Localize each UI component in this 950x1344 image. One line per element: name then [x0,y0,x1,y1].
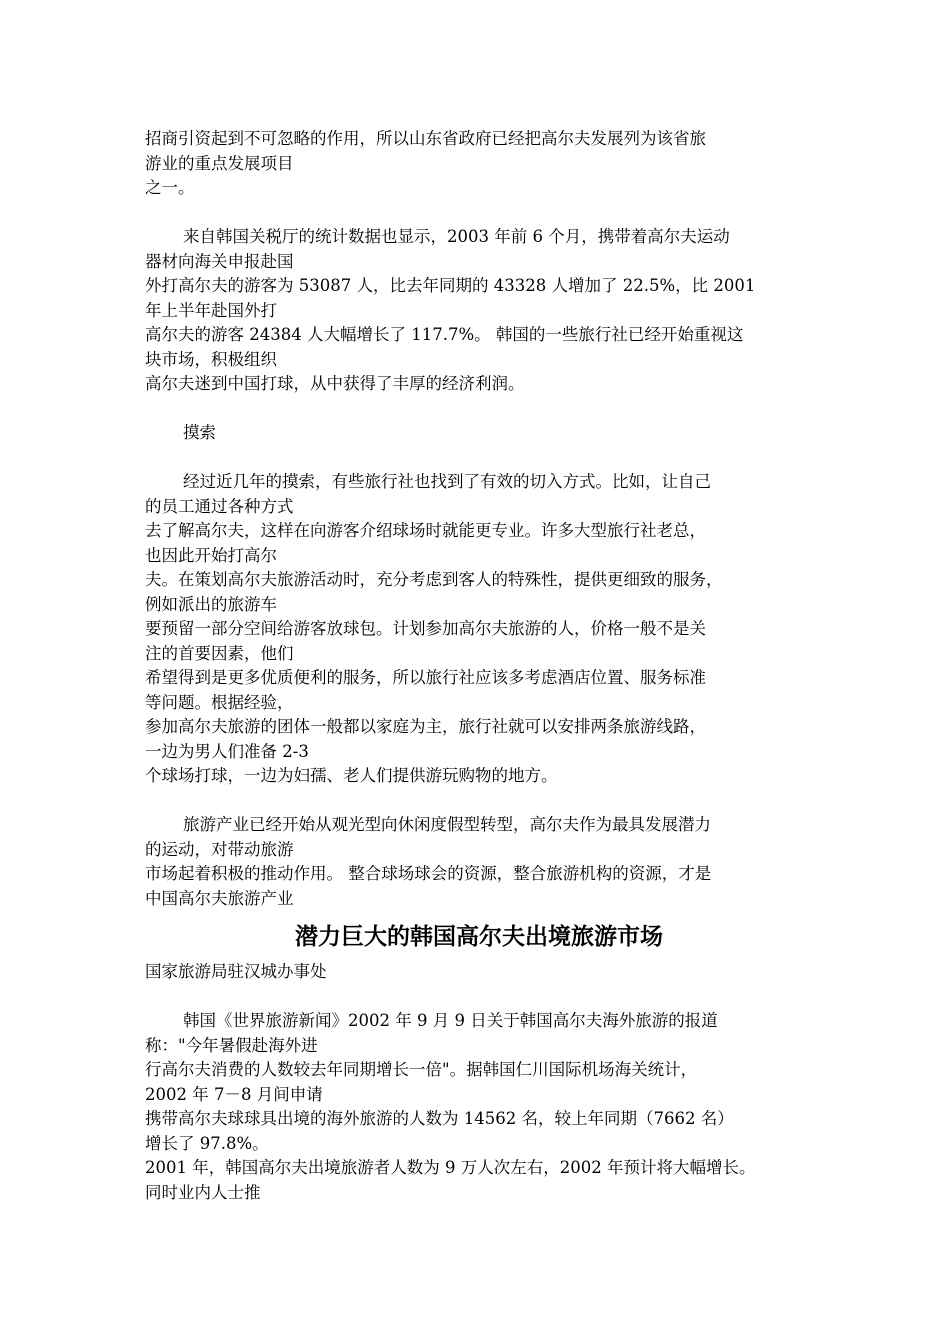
text-line: 例如派出的旅游车 [145,594,277,614]
text-line: 称："今年暑假赴海外进 [145,1035,318,1055]
text-line: 增长了 97.8%。 [145,1133,269,1153]
text-line: 外打高尔夫的游客为 53087 人，比去年同期的 43328 人增加了 22.5%，比 2001 [145,276,756,295]
text-line: 携带高尔夫球球具出境的海外旅游的人数为 14562 名，较上年同期（7662 名） [145,1109,734,1128]
text-line: 年上半年赴国外打 [145,300,277,320]
text-line: 等问题。根据经验， [145,692,294,712]
text-line: 旅游产业已经开始从观光型向休闲度假型转型，高尔夫作为最具发展潜力 [183,815,711,834]
paragraph-gap [145,446,813,471]
text-line: 要预留一部分空间给游客放球包。计划参加高尔夫旅游的人，价格一般不是关 [145,619,706,638]
text-line: 韩国《世界旅游新闻》2002 年 9 月 9 日关于韩国高尔夫海外旅游的报道 [183,1011,718,1030]
text-line: 的运动，对带动旅游 [145,839,294,859]
text-line: 招商引资起到不可忽略的作用，所以山东省政府已经把高尔夫发展列为该省旅 [145,129,706,148]
text-line: 注的首要因素，他们 [145,643,294,663]
paragraph-industry-transition [145,813,813,911]
text-line: 2002 年 7－8 月间申请 [145,1084,323,1104]
text-line: 希望得到是更多优质便利的服务，所以旅行社应该多考虑酒店位置、服务标准 [145,668,706,687]
text-line: 同时业内人士推 [145,1182,261,1202]
text-line: 夫。在策划高尔夫旅游活动时，充分考虑到客人的特殊性，提供更细致的服务， [145,570,723,589]
text-line: 一边为男人们准备 2-3 [145,741,309,761]
article-source: 国家旅游局驻汉城办事处 [145,962,327,981]
text-line: 之一。 [145,178,195,197]
text-line: 中国高尔夫旅游产业 [145,888,294,908]
text-line: 经过近几年的摸索，有些旅行社也找到了有效的切入方式。比如，让自己 [183,472,711,491]
text-line: 高尔夫的游客 24384 人大幅增长了 117.7%。 韩国的一些旅行社已经开始重视这 [145,325,744,344]
paragraph-gap [145,985,813,1010]
paragraph-gap [145,201,813,226]
text-line: 的员工通过各种方式 [145,496,294,516]
text-line: 来自韩国关税厅的统计数据也显示，2003 年前 6 个月，携带着高尔夫运动 [183,227,730,246]
text-line: 去了解高尔夫，这样在向游客介绍球场时就能更专业。许多大型旅行社老总， [145,521,706,540]
paragraph-world-travel-news [145,1009,813,1205]
text-line: 参加高尔夫旅游的团体一般都以家庭为主，旅行社就可以安排两条旅游线路， [145,717,706,736]
text-line: 行高尔夫消费的人数较去年同期增长一倍"。据韩国仁川国际机场海关统计， [145,1060,698,1079]
paragraph-gap [145,789,813,814]
document-page [145,127,813,1205]
paragraph-intro [145,127,813,201]
text-line: 器材向海关申报赴国 [145,251,294,271]
text-line: 2001 年，韩国高尔夫出境旅游者人数为 9 万人次左右，2002 年预计将大幅增长。 [145,1158,756,1177]
paragraph-korea-customs [145,225,813,397]
paragraph-exploration [145,470,813,789]
text-line: 市场起着积极的推动作用。 整合球场球会的资源，整合旅游机构的资源，才是 [145,864,712,883]
text-line: 也因此开始打高尔 [145,545,277,565]
paragraph-gap [145,397,813,422]
section-heading: 摸索 [183,423,216,442]
text-line: 个球场打球，一边为妇孺、老人们提供游玩购物的地方。 [145,766,558,785]
text-line: 高尔夫迷到中国打球，从中获得了丰厚的经济利润。 [145,374,525,393]
article-title: 潜力巨大的韩国高尔夫出境旅游市场 [295,924,663,950]
text-line: 游业的重点发展项目 [145,153,294,173]
text-line: 块市场，积极组织 [145,349,277,369]
